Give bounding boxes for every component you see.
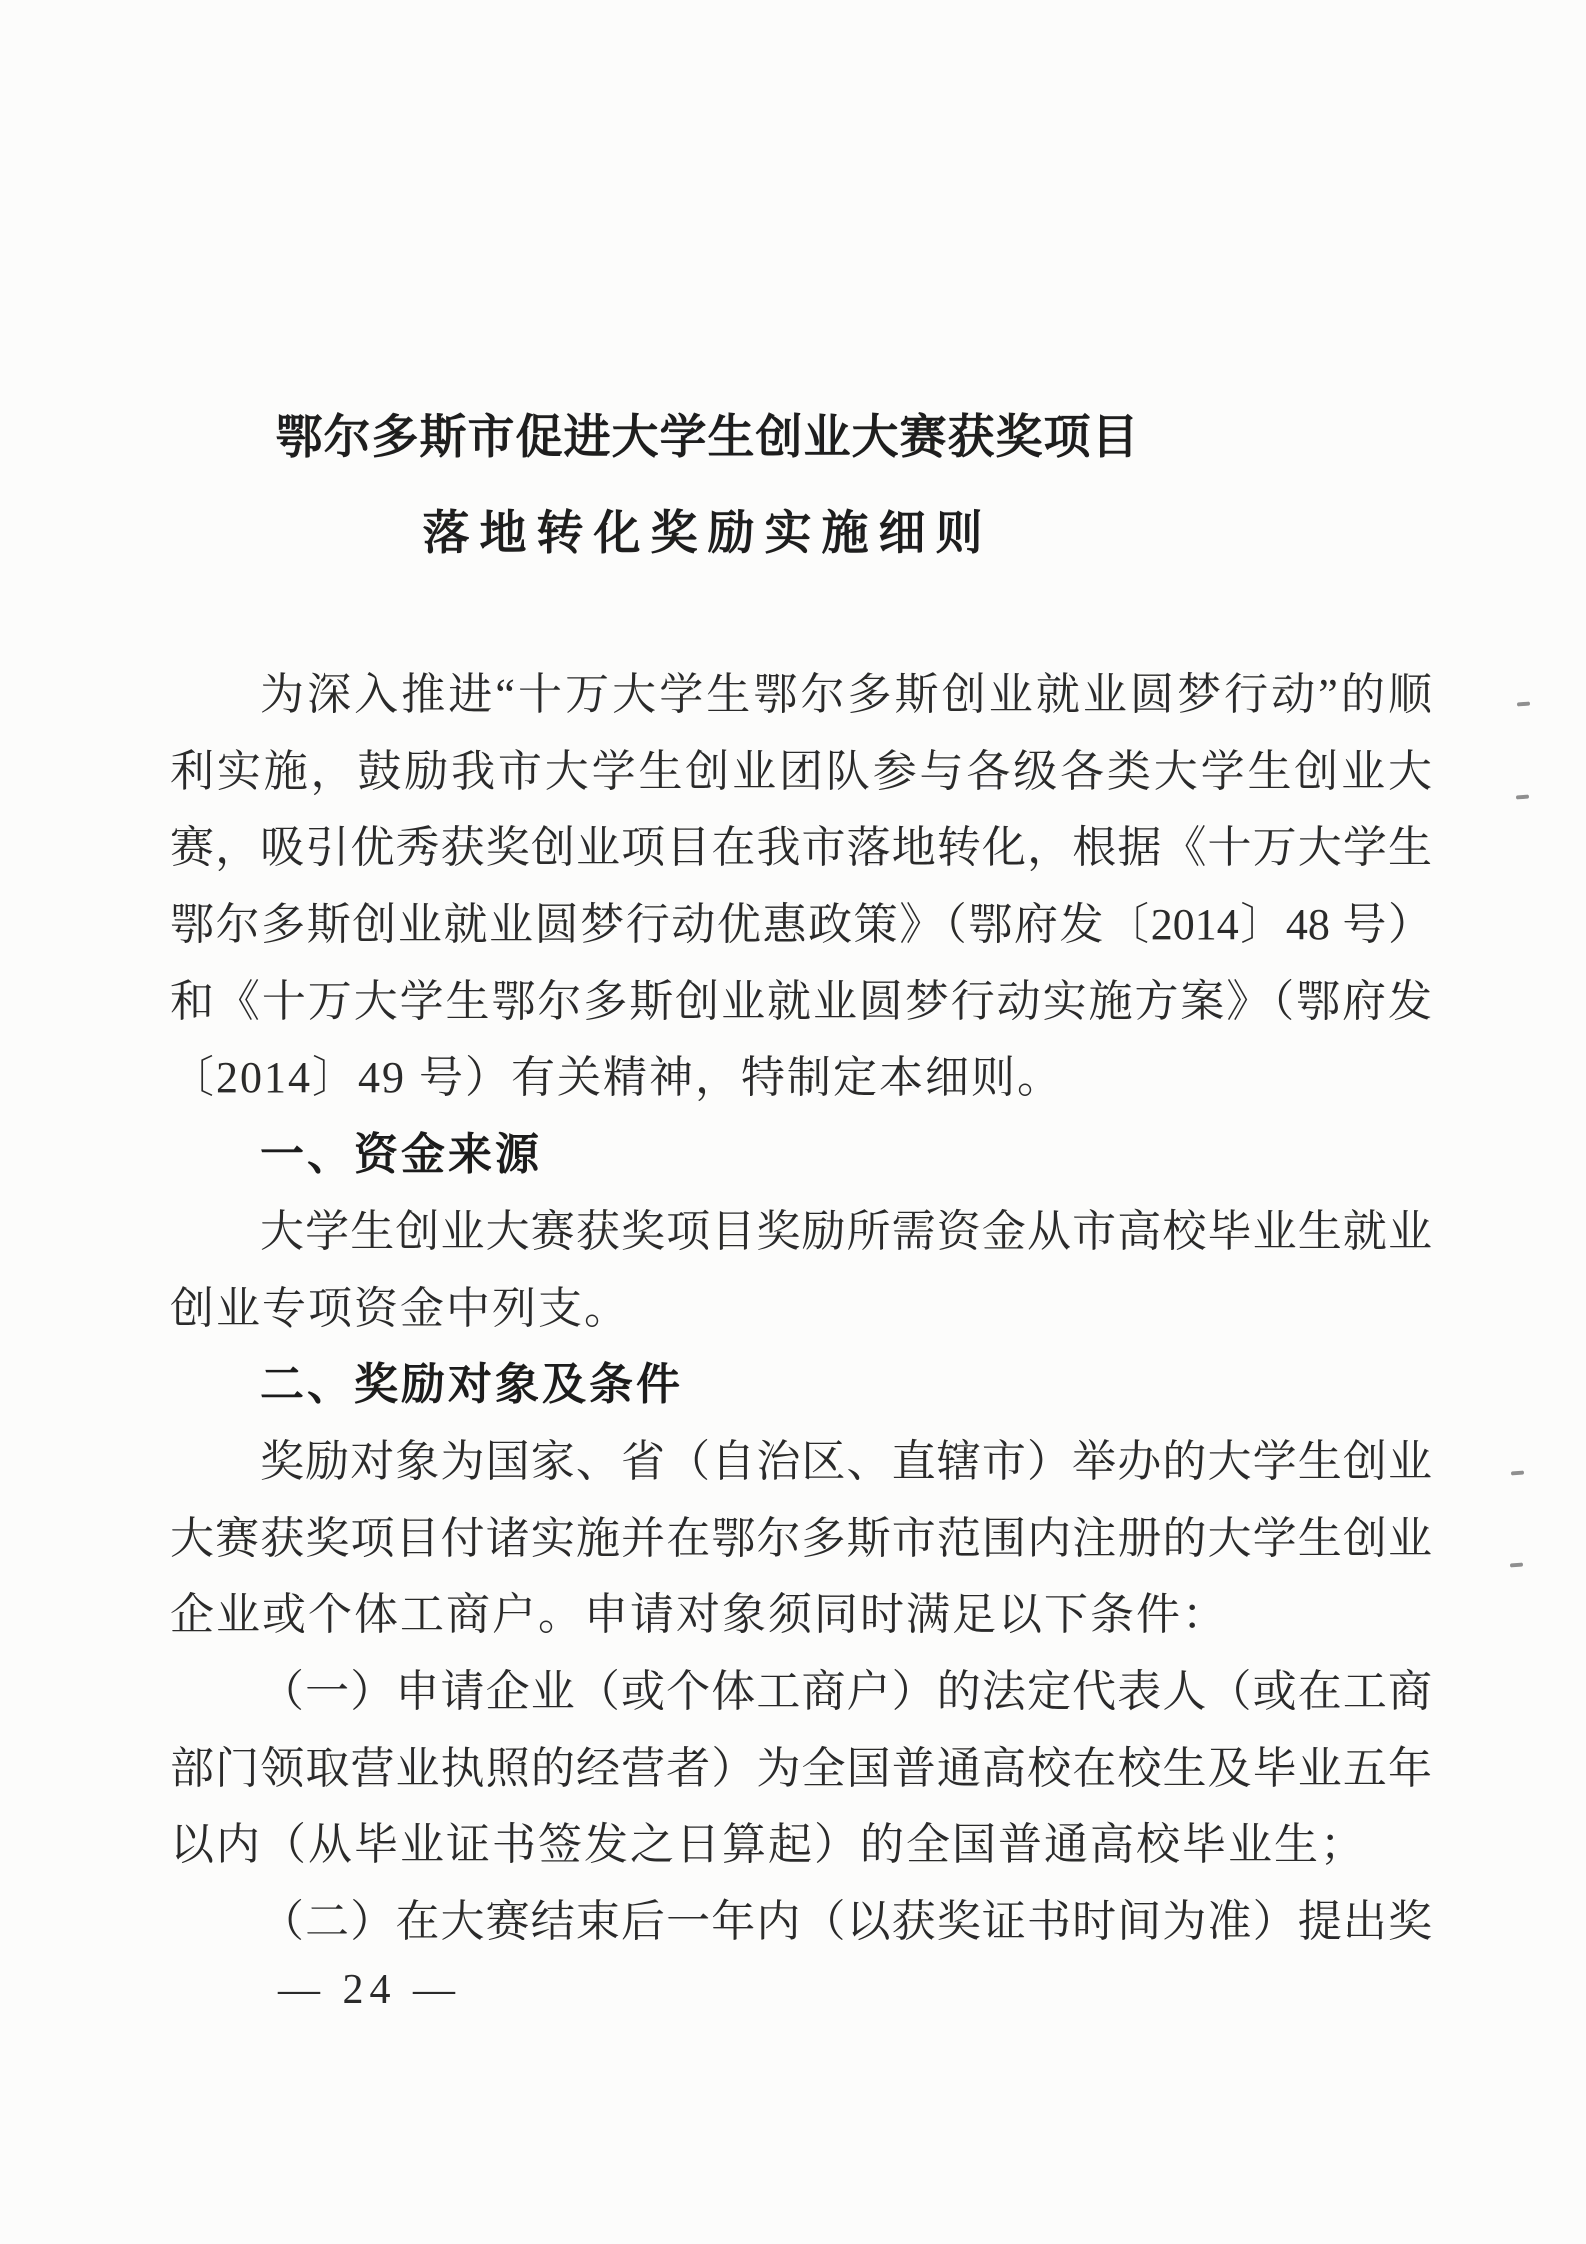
body-line: 以内（从毕业证书签发之日算起）的全国普通高校毕业生；: [170, 1820, 1366, 1870]
body-line: 〔2014〕49 号）有关精神，特制定本细则。: [170, 1053, 1063, 1103]
body-line: 为深入推进“十万大学生鄂尔多斯创业就业圆梦行动”的顺: [260, 670, 1432, 719]
scan-artifact-dash: [1516, 795, 1529, 800]
body-line: 创业专项资金中列支。: [170, 1283, 630, 1333]
body-line: 和《十万大学生鄂尔多斯创业就业圆梦行动实施方案》（鄂府发: [170, 976, 1432, 1026]
body-line: 部门领取营业执照的经营者）为全国普通高校在校生及毕业五年: [170, 1743, 1432, 1793]
body-line: 利实施，鼓励我市大学生创业团队参与各级各类大学生创业大: [170, 746, 1432, 796]
document-title-line2: 落地转化奖励实施细则: [422, 508, 993, 560]
section-heading: 一、资金来源: [260, 1129, 542, 1181]
document-body: [170, 657, 1432, 1961]
body-line: （二）在大赛结束后一年内（以获奖证书时间为准）提出奖: [260, 1897, 1432, 1946]
body-line: （一）申请企业（或个体工商户）的法定代表人（或在工商: [260, 1666, 1432, 1716]
body-line: 鄂尔多斯创业就业圆梦行动优惠政策》（鄂府发〔2014〕48 号）: [170, 900, 1432, 950]
scan-artifact-dash: [1511, 1471, 1524, 1476]
scan-artifact-dash: [1510, 1563, 1523, 1568]
body-line: 大学生创业大赛获奖项目奖励所需资金从市高校毕业生就业: [260, 1206, 1432, 1256]
document-title: [170, 390, 1245, 582]
scan-artifact-dash: [1517, 702, 1530, 707]
section-heading: 二、奖励对象及条件: [260, 1359, 683, 1411]
body-line: 奖励对象为国家、省（自治区、直辖市）举办的大学生创业: [260, 1436, 1432, 1486]
body-line: 赛，吸引优秀获奖创业项目在我市落地转化，根据《十万大学生: [170, 823, 1432, 873]
body-line: 大赛获奖项目付诸实施并在鄂尔多斯市范围内注册的大学生创业: [170, 1513, 1432, 1563]
document-title-line1: 鄂尔多斯市促进大学生创业大赛获奖项目: [275, 412, 1140, 464]
page-number: — 24 —: [278, 1967, 461, 2013]
body-line: 企业或个体工商户。申请对象须同时满足以下条件：: [170, 1590, 1228, 1640]
